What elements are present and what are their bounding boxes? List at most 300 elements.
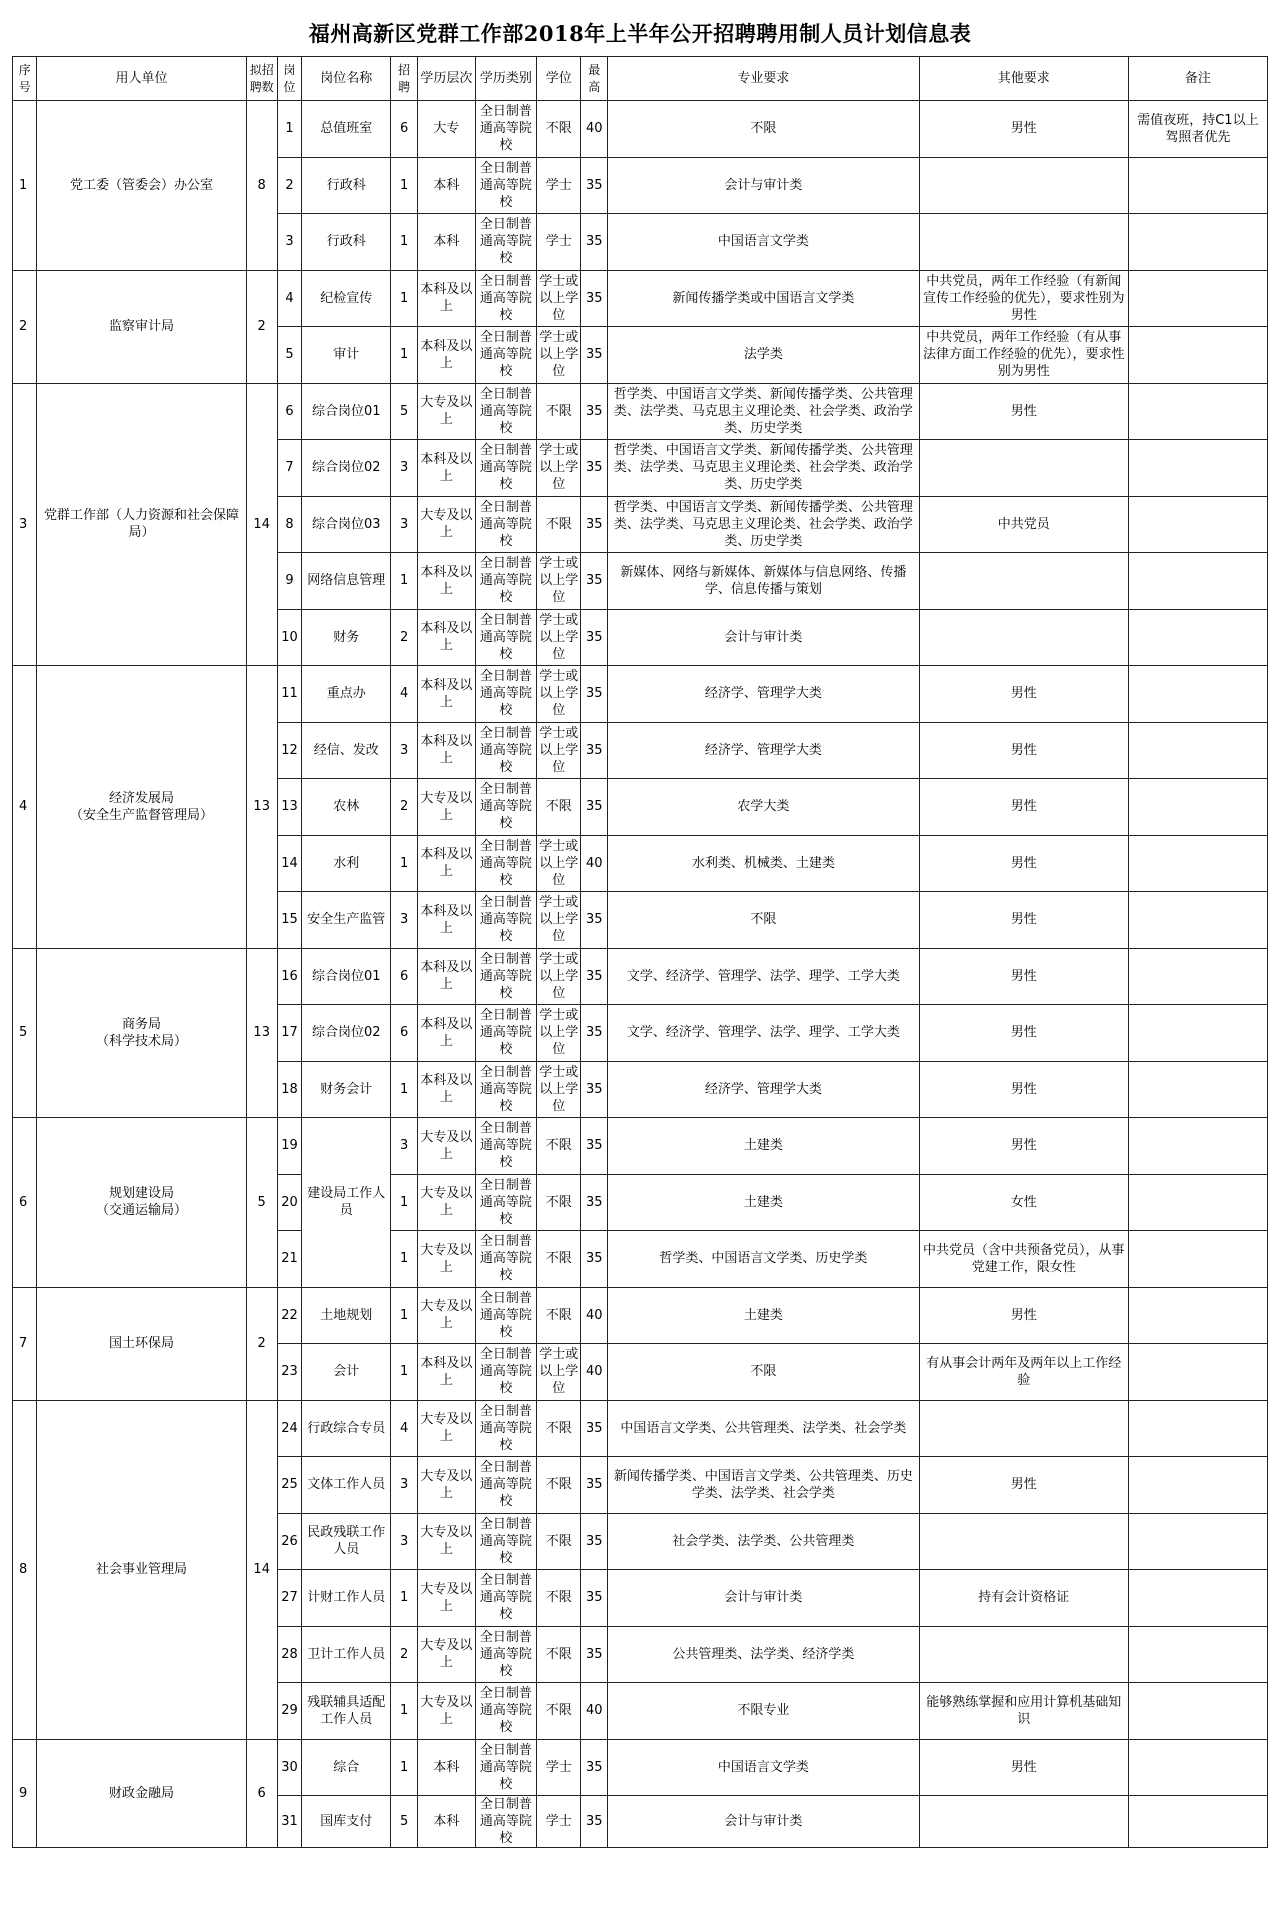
header-degree: 学位 [536,57,581,101]
table-row [13,1287,1268,1344]
unit-count-cell: 13 [246,666,277,949]
max-age-cell: 35 [581,1739,608,1796]
edu-type-cell: 全日制普通高等院校 [475,1174,536,1231]
edu-level-cell: 本科及以上 [417,722,475,779]
other-req-cell: 男性 [919,1739,1128,1796]
note-cell [1128,157,1267,214]
edu-level-cell: 本科 [417,1796,475,1848]
other-req-cell [919,1400,1128,1457]
header-other: 其他要求 [919,57,1128,101]
other-req-cell: 男性 [919,835,1128,892]
note-cell [1128,1005,1267,1062]
unit-count-cell: 2 [246,270,277,383]
edu-type-cell: 全日制普通高等院校 [475,666,536,723]
major-cell: 经济学、管理学大类 [608,666,920,723]
edu-level-cell: 大专及以上 [417,1400,475,1457]
major-cell: 中国语言文学类 [608,214,920,271]
header-unit: 用人单位 [37,57,246,101]
hire-num-cell: 1 [391,553,418,610]
table-row [13,948,1268,1005]
hire-num-cell: 1 [391,270,418,327]
hire-num-cell: 3 [391,496,418,553]
unit-count-cell: 5 [246,1118,277,1288]
degree-cell: 不限 [536,779,581,836]
edu-level-cell: 大专及以上 [417,1231,475,1288]
post-no-cell: 28 [277,1626,301,1683]
max-age-cell: 35 [581,1626,608,1683]
post-name-cell: 水利 [302,835,391,892]
edu-type-cell: 全日制普通高等院校 [475,327,536,384]
edu-level-cell: 本科及以上 [417,892,475,949]
unit-name-cell: 规划建设局 （交通运输局） [37,1118,246,1288]
edu-type-cell: 全日制普通高等院校 [475,496,536,553]
degree-cell: 学士或以上学位 [536,948,581,1005]
post-no-cell: 1 [277,101,301,158]
edu-type-cell: 全日制普通高等院校 [475,1796,536,1848]
post-no-cell: 16 [277,948,301,1005]
table-body [13,101,1268,1848]
max-age-cell: 35 [581,383,608,440]
max-age-cell: 35 [581,1174,608,1231]
edu-level-cell: 本科及以上 [417,270,475,327]
other-req-cell [919,214,1128,271]
unit-count-cell: 14 [246,383,277,666]
post-name-cell: 民政残联工作人员 [302,1513,391,1570]
post-name-cell: 纪检宣传 [302,270,391,327]
post-name-cell: 国库支付 [302,1796,391,1848]
edu-type-cell: 全日制普通高等院校 [475,383,536,440]
hire-num-cell: 3 [391,440,418,497]
other-req-cell: 能够熟练掌握和应用计算机基础知识 [919,1683,1128,1740]
unit-count-cell: 14 [246,1400,277,1739]
note-cell [1128,1739,1267,1796]
header-major: 专业要求 [608,57,920,101]
post-name-cell: 综合岗位02 [302,440,391,497]
max-age-cell: 35 [581,722,608,779]
edu-level-cell: 大专及以上 [417,779,475,836]
major-cell: 水利类、机械类、土建类 [608,835,920,892]
hire-num-cell: 6 [391,101,418,158]
edu-type-cell: 全日制普通高等院校 [475,1570,536,1627]
post-no-cell: 24 [277,1400,301,1457]
header-seq: 序号 [13,57,37,101]
unit-count-cell: 13 [246,948,277,1118]
hire-num-cell: 4 [391,666,418,723]
degree-cell: 不限 [536,1174,581,1231]
hire-num-cell: 1 [391,1344,418,1401]
degree-cell: 学士或以上学位 [536,892,581,949]
max-age-cell: 35 [581,1400,608,1457]
note-cell [1128,1457,1267,1514]
hire-num-cell: 3 [391,722,418,779]
edu-level-cell: 本科及以上 [417,1344,475,1401]
edu-level-cell: 大专及以上 [417,1174,475,1231]
table-row [13,666,1268,723]
table-header [13,57,1268,101]
header-post-name: 岗位名称 [302,57,391,101]
post-name-cell: 土地规划 [302,1287,391,1344]
edu-level-cell: 大专 [417,101,475,158]
hire-num-cell: 3 [391,1457,418,1514]
table-row [13,1739,1268,1796]
hire-num-cell: 1 [391,1231,418,1288]
edu-type-cell: 全日制普通高等院校 [475,722,536,779]
unit-seq-cell: 4 [13,666,37,949]
degree-cell: 不限 [536,496,581,553]
other-req-cell: 男性 [919,1457,1128,1514]
hire-num-cell: 5 [391,1796,418,1848]
other-req-cell: 男性 [919,666,1128,723]
edu-level-cell: 本科及以上 [417,835,475,892]
hire-num-cell: 1 [391,327,418,384]
hire-num-cell: 1 [391,1683,418,1740]
edu-type-cell: 全日制普通高等院校 [475,1513,536,1570]
post-no-cell: 30 [277,1739,301,1796]
max-age-cell: 35 [581,1061,608,1118]
hire-num-cell: 1 [391,1739,418,1796]
max-age-cell: 40 [581,1287,608,1344]
note-cell [1128,1626,1267,1683]
post-no-cell: 15 [277,892,301,949]
note-cell [1128,1570,1267,1627]
hire-num-cell: 1 [391,1174,418,1231]
note-cell [1128,948,1267,1005]
table-row [13,383,1268,440]
max-age-cell: 40 [581,1683,608,1740]
other-req-cell: 男性 [919,722,1128,779]
note-cell [1128,835,1267,892]
other-req-cell [919,1796,1128,1848]
hire-num-cell: 2 [391,609,418,666]
major-cell: 不限专业 [608,1683,920,1740]
unit-name-cell: 财政金融局 [37,1739,246,1848]
edu-type-cell: 全日制普通高等院校 [475,440,536,497]
max-age-cell: 35 [581,440,608,497]
degree-cell: 不限 [536,1118,581,1175]
unit-name-cell: 党工委（管委会）办公室 [37,101,246,271]
major-cell: 不限 [608,892,920,949]
major-cell: 新闻传播学类、中国语言文学类、公共管理类、历史学类、法学类、社会学类 [608,1457,920,1514]
edu-level-cell: 本科及以上 [417,440,475,497]
major-cell: 会计与审计类 [608,609,920,666]
note-cell [1128,383,1267,440]
note-cell [1128,892,1267,949]
other-req-cell: 男性 [919,1287,1128,1344]
edu-type-cell: 全日制普通高等院校 [475,157,536,214]
edu-type-cell: 全日制普通高等院校 [475,1457,536,1514]
max-age-cell: 35 [581,157,608,214]
edu-type-cell: 全日制普通高等院校 [475,553,536,610]
hire-num-cell: 1 [391,214,418,271]
hire-num-cell: 2 [391,779,418,836]
unit-count-cell: 8 [246,101,277,271]
note-cell [1128,1796,1267,1848]
major-cell: 公共管理类、法学类、经济学类 [608,1626,920,1683]
post-no-cell: 29 [277,1683,301,1740]
hire-num-cell: 1 [391,1570,418,1627]
header-edu-type: 学历类别 [475,57,536,101]
major-cell: 社会学类、法学类、公共管理类 [608,1513,920,1570]
major-cell: 土建类 [608,1287,920,1344]
edu-level-cell: 本科及以上 [417,553,475,610]
note-cell [1128,1061,1267,1118]
page-title: 福州高新区党群工作部2018年上半年公开招聘聘用制人员计划信息表 [308,21,972,46]
post-name-cell: 残联辅具适配工作人员 [302,1683,391,1740]
max-age-cell: 35 [581,1457,608,1514]
edu-type-cell: 全日制普通高等院校 [475,214,536,271]
major-cell: 新闻传播学类或中国语言文学类 [608,270,920,327]
hire-num-cell: 3 [391,1513,418,1570]
edu-type-cell: 全日制普通高等院校 [475,270,536,327]
max-age-cell: 35 [581,214,608,271]
note-cell [1128,1174,1267,1231]
hire-num-cell: 5 [391,383,418,440]
edu-type-cell: 全日制普通高等院校 [475,835,536,892]
edu-level-cell: 大专及以上 [417,1683,475,1740]
post-no-cell: 14 [277,835,301,892]
other-req-cell [919,553,1128,610]
unit-count-cell: 6 [246,1739,277,1848]
major-cell: 哲学类、中国语言文学类、新闻传播学类、公共管理类、法学类、马克思主义理论类、社会学类、政治学类、历史学类 [608,440,920,497]
note-cell [1128,1118,1267,1175]
unit-seq-cell: 5 [13,948,37,1118]
post-name-cell: 综合岗位02 [302,1005,391,1062]
hire-num-cell: 4 [391,1400,418,1457]
post-name-cell: 行政科 [302,214,391,271]
edu-type-cell: 全日制普通高等院校 [475,1400,536,1457]
degree-cell: 不限 [536,1400,581,1457]
other-req-cell: 男性 [919,101,1128,158]
post-no-cell: 8 [277,496,301,553]
max-age-cell: 35 [581,270,608,327]
hire-num-cell: 3 [391,892,418,949]
unit-seq-cell: 9 [13,1739,37,1848]
post-no-cell: 7 [277,440,301,497]
post-no-cell: 18 [277,1061,301,1118]
degree-cell: 学士或以上学位 [536,1061,581,1118]
edu-type-cell: 全日制普通高等院校 [475,1231,536,1288]
post-name-cell: 行政科 [302,157,391,214]
unit-name-cell: 经济发展局 （安全生产监督管理局） [37,666,246,949]
edu-level-cell: 本科及以上 [417,1005,475,1062]
major-cell: 文学、经济学、管理学、法学、理学、工学大类 [608,1005,920,1062]
major-cell: 会计与审计类 [608,1570,920,1627]
max-age-cell: 35 [581,553,608,610]
major-cell: 不限 [608,101,920,158]
post-no-cell: 2 [277,157,301,214]
note-cell [1128,327,1267,384]
edu-type-cell: 全日制普通高等院校 [475,892,536,949]
edu-type-cell: 全日制普通高等院校 [475,609,536,666]
edu-type-cell: 全日制普通高等院校 [475,1061,536,1118]
major-cell: 会计与审计类 [608,1796,920,1848]
edu-level-cell: 大专及以上 [417,1118,475,1175]
post-name-cell: 综合岗位01 [302,948,391,1005]
major-cell: 文学、经济学、管理学、法学、理学、工学大类 [608,948,920,1005]
max-age-cell: 35 [581,1118,608,1175]
table-row [13,270,1268,327]
edu-level-cell: 本科 [417,1739,475,1796]
major-cell: 哲学类、中国语言文学类、新闻传播学类、公共管理类、法学类、马克思主义理论类、社会学类、政治学类、历史学类 [608,496,920,553]
post-no-cell: 10 [277,609,301,666]
degree-cell: 不限 [536,1231,581,1288]
table-row [13,1118,1268,1175]
note-cell [1128,1344,1267,1401]
degree-cell: 不限 [536,1513,581,1570]
major-cell: 土建类 [608,1118,920,1175]
max-age-cell: 35 [581,1231,608,1288]
post-no-cell: 17 [277,1005,301,1062]
post-no-cell: 4 [277,270,301,327]
degree-cell: 学士 [536,214,581,271]
note-cell [1128,1231,1267,1288]
degree-cell: 不限 [536,1626,581,1683]
note-cell [1128,553,1267,610]
degree-cell: 不限 [536,1287,581,1344]
note-cell [1128,1513,1267,1570]
hire-num-cell: 1 [391,1061,418,1118]
major-cell: 经济学、管理学大类 [608,1061,920,1118]
max-age-cell: 35 [581,1570,608,1627]
major-cell: 法学类 [608,327,920,384]
post-name-cell: 安全生产监管 [302,892,391,949]
other-req-cell: 有从事会计两年及两年以上工作经验 [919,1344,1128,1401]
note-cell [1128,779,1267,836]
max-age-cell: 35 [581,948,608,1005]
max-age-cell: 35 [581,1005,608,1062]
max-age-cell: 40 [581,835,608,892]
post-no-cell: 11 [277,666,301,723]
header-max-age: 最高 [581,57,608,101]
post-name-cell: 农林 [302,779,391,836]
degree-cell: 学士或以上学位 [536,835,581,892]
degree-cell: 学士或以上学位 [536,1005,581,1062]
max-age-cell: 40 [581,1344,608,1401]
post-no-cell: 23 [277,1344,301,1401]
post-no-cell: 31 [277,1796,301,1848]
degree-cell: 学士或以上学位 [536,666,581,723]
major-cell: 新媒体、网络与新媒体、新媒体与信息网络、传播学、信息传播与策划 [608,553,920,610]
post-no-cell: 27 [277,1570,301,1627]
other-req-cell: 中共党员（含中共预备党员），从事党建工作，限女性 [919,1231,1128,1288]
other-req-cell: 男性 [919,779,1128,836]
post-no-cell: 3 [277,214,301,271]
edu-level-cell: 大专及以上 [417,1513,475,1570]
degree-cell: 不限 [536,1457,581,1514]
edu-level-cell: 大专及以上 [417,1457,475,1514]
other-req-cell: 男性 [919,892,1128,949]
degree-cell: 不限 [536,383,581,440]
other-req-cell: 男性 [919,1005,1128,1062]
post-no-cell: 9 [277,553,301,610]
note-cell [1128,440,1267,497]
table-row [13,101,1268,158]
post-name-cell: 会计 [302,1344,391,1401]
post-name-cell: 网络信息管理 [302,553,391,610]
max-age-cell: 35 [581,779,608,836]
edu-level-cell: 大专及以上 [417,383,475,440]
hire-num-cell: 1 [391,835,418,892]
degree-cell: 学士或以上学位 [536,722,581,779]
unit-seq-cell: 2 [13,270,37,383]
unit-count-cell: 2 [246,1287,277,1400]
max-age-cell: 40 [581,101,608,158]
max-age-cell: 35 [581,892,608,949]
edu-level-cell: 大专及以上 [417,496,475,553]
degree-cell: 学士或以上学位 [536,327,581,384]
unit-name-cell: 社会事业管理局 [37,1400,246,1739]
edu-type-cell: 全日制普通高等院校 [475,779,536,836]
post-name-cell: 审计 [302,327,391,384]
hire-num-cell: 1 [391,1287,418,1344]
unit-name-cell: 监察审计局 [37,270,246,383]
header-edu-level: 学历层次 [417,57,475,101]
header-count: 拟招聘数 [246,57,277,101]
note-cell [1128,722,1267,779]
edu-type-cell: 全日制普通高等院校 [475,1739,536,1796]
header-row [13,57,1268,101]
degree-cell: 不限 [536,1570,581,1627]
post-no-cell: 22 [277,1287,301,1344]
post-no-cell: 20 [277,1174,301,1231]
post-name-cell: 文体工作人员 [302,1457,391,1514]
edu-level-cell: 大专及以上 [417,1626,475,1683]
other-req-cell [919,609,1128,666]
note-cell [1128,609,1267,666]
major-cell: 不限 [608,1344,920,1401]
max-age-cell: 35 [581,1513,608,1570]
post-name-cell: 重点办 [302,666,391,723]
header-hire-num: 招聘 [391,57,418,101]
degree-cell: 不限 [536,1683,581,1740]
major-cell: 经济学、管理学大类 [608,722,920,779]
other-req-cell: 中共党员，两年工作经验（有新闻宣传工作经验的优先），要求性别为男性 [919,270,1128,327]
other-req-cell [919,440,1128,497]
post-name-cell: 行政综合专员 [302,1400,391,1457]
edu-level-cell: 大专及以上 [417,1287,475,1344]
post-no-cell: 13 [277,779,301,836]
post-no-cell: 6 [277,383,301,440]
degree-cell: 学士 [536,1796,581,1848]
header-post-no: 岗位 [277,57,301,101]
post-no-cell: 26 [277,1513,301,1570]
degree-cell: 学士 [536,1739,581,1796]
note-cell [1128,1400,1267,1457]
other-req-cell: 中共党员，两年工作经验（有从事法律方面工作经验的优先），要求性别为男性 [919,327,1128,384]
edu-level-cell: 本科及以上 [417,666,475,723]
edu-level-cell: 本科及以上 [417,1061,475,1118]
edu-level-cell: 本科及以上 [417,948,475,1005]
edu-level-cell: 本科及以上 [417,327,475,384]
degree-cell: 学士或以上学位 [536,1344,581,1401]
unit-seq-cell: 7 [13,1287,37,1400]
max-age-cell: 35 [581,496,608,553]
hire-num-cell: 6 [391,1005,418,1062]
degree-cell: 学士或以上学位 [536,609,581,666]
post-no-cell: 21 [277,1231,301,1288]
post-no-cell: 25 [277,1457,301,1514]
hire-num-cell: 2 [391,1626,418,1683]
edu-type-cell: 全日制普通高等院校 [475,1005,536,1062]
unit-seq-cell: 6 [13,1118,37,1288]
other-req-cell [919,1513,1128,1570]
max-age-cell: 35 [581,666,608,723]
unit-name-cell: 国土环保局 [37,1287,246,1400]
unit-name-cell: 商务局 （科学技术局） [37,948,246,1118]
major-cell: 农学大类 [608,779,920,836]
post-name-cell: 综合岗位01 [302,383,391,440]
edu-type-cell: 全日制普通高等院校 [475,1118,536,1175]
